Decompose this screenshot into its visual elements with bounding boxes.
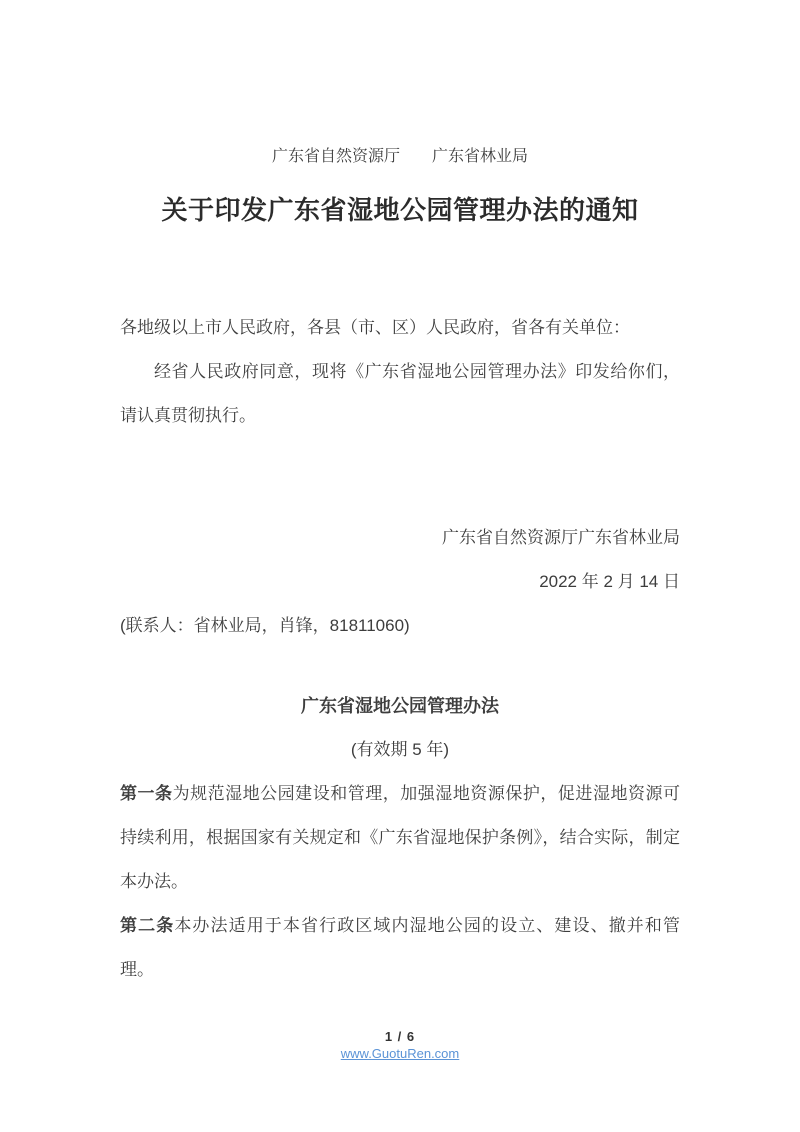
measures-title: 广东省湿地公园管理办法 (301, 696, 499, 716)
article-2-label: 第二条 (120, 916, 175, 935)
validity-period: (有效期 5 年) (350, 740, 450, 759)
measures-section (120, 684, 680, 992)
article-1 (120, 772, 680, 904)
notice-body (120, 306, 680, 438)
article-1-label: 第一条 (120, 784, 173, 803)
intro-paragraph: 经省人民政府同意，现将《广东省湿地公园管理办法》印发给你们，请认真贯彻执行。 (120, 362, 680, 425)
article-1-text: 为规范湿地公园建设和管理，加强湿地资源保护，促进湿地资源可持续利用，根据国家有关规定和《广东省湿地保护条例》，结合实际，制定本办法。 (120, 784, 681, 891)
website-link[interactable]: www.GuotuRen.com (340, 1046, 460, 1061)
page-number: 1 / 6 (384, 1029, 416, 1044)
article-2 (120, 904, 680, 992)
article-2-text: 本办法适用于本省行政区域内湿地公园的设立、建设、撤并和管理。 (120, 916, 681, 979)
signature-date: 2022 年 2 月 14 日 (539, 572, 680, 591)
letterhead-issuing-agencies: 广东省自然资源厅 广东省林业局 (271, 148, 528, 165)
salutation-line: 各地级以上市人民政府，各县（市、区）人民政府，省各有关单位： (120, 318, 630, 337)
document-title: 关于印发广东省湿地公园管理办法的通知 (161, 195, 639, 225)
signature-agencies: 广东省自然资源厅广东省林业局 (442, 528, 680, 547)
contact-line: (联系人：省林业局，肖锋，81811060) (120, 616, 410, 635)
page-footer (0, 1028, 800, 1063)
signature-block (120, 516, 680, 648)
